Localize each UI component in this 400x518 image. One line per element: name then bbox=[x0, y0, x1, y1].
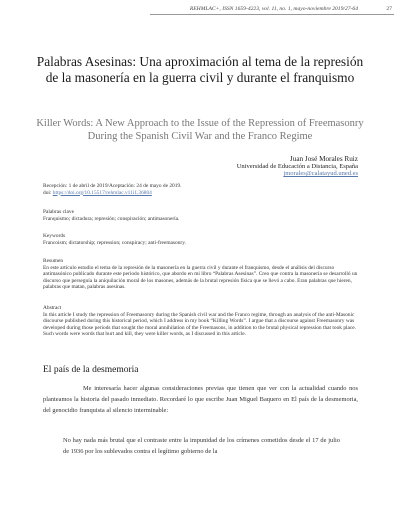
article-dates-block bbox=[43, 183, 358, 196]
section-paragraph: Me interesaría hacer algunas consideraciones previas que tienen que ver con la actualidad cuando nos planteamos la historia del pasado inmediato. Recordaré lo que escribe Juan Miguel Baquero en El país de la desmemoria, del genocidio franquista al silencio interminable: bbox=[43, 385, 358, 414]
author-email-link[interactable]: jmorales@calatayud.uned.es bbox=[283, 170, 358, 178]
keywords-en-block bbox=[43, 233, 358, 246]
author-affiliation: Universidad de Educación a Distancia, España bbox=[236, 163, 358, 171]
article-subtitle: Killer Words: A New Approach to the Issue of the Repression of Freemasonry During the Spanish Civil War and the Franco Regime bbox=[36, 118, 364, 142]
author-block bbox=[237, 156, 358, 178]
keywords-es-block bbox=[43, 209, 358, 222]
page-number: 27 bbox=[386, 6, 392, 12]
abstract-text: In this article I study the repression of Freemasonry during the Spanish civil war and the Franco regime, through an analysis of the anti-Masonic discourse published during this historical period, which I address in my book “Killing Words”. I argue that a discourse against Freemasonry was developed during those periods that sought the moral annihilation of the Freemasons, in addition to the brutal physical repression that took place. Such words were words that hurt and kill, they were killer words, as I discussed in this article. bbox=[43, 311, 357, 338]
resumen-block bbox=[43, 258, 358, 291]
section-heading: El país de la desmemoria bbox=[43, 365, 139, 375]
article-dates: Recepción: 1 de abril de 2019/Aceptación: 24 de mayo de 2019. bbox=[43, 183, 182, 189]
doi-link[interactable]: https://doi.org/10.15517/rehmlac.v11i1.36804 bbox=[52, 189, 152, 196]
running-header bbox=[150, 6, 392, 12]
resumen-label: Resumen bbox=[43, 258, 64, 264]
resumen-text: En este artículo estudio el tema de la represión de la masonería en la guerra civil y durante el franquismo, desde el análisis del discurso antimasónico publicado durante este periodo histórico, que abordo en mi libro “Palabras Asesinas”. Creo que contra la masonería se desarrolló un discurso que perseguía la aniquilación moral de los masones, además de la brutal represión física que se llevó a cabo. Eran palabras que hieren, palabras que matan, palabras asesinas. bbox=[43, 264, 358, 291]
block-quote: No hay nada más brutal que el contraste entre la impunidad de los crímenes cometidos desde el 17 de julio de 1936 por los sublevados contra el legítimo gobierno de la bbox=[63, 437, 340, 455]
keywords-en-label: Keywords bbox=[43, 233, 66, 239]
doi-label: doi: bbox=[43, 189, 52, 196]
author-name: Juan José Morales Ruiz bbox=[289, 155, 358, 163]
running-head-text: REHMLAC+, ISSN 1659-4223, vol. 11, no. 1, mayo-noviembre 2019/27-64 bbox=[189, 6, 358, 12]
article-title: Palabras Asesinas: Una aproximación al tema de la represión de la masonería en la guerra civil y durante el franquismo bbox=[36, 54, 364, 85]
keywords-es-label: Palabras clave bbox=[43, 209, 74, 215]
keywords-en-text: Francoism; dictatorship; repression; conspiracy; anti-freemasonry. bbox=[43, 239, 186, 246]
abstract-block bbox=[43, 305, 358, 338]
header-rule bbox=[150, 14, 394, 15]
abstract-label: Abstract bbox=[43, 305, 62, 311]
doi-line bbox=[43, 190, 358, 197]
keywords-es-text: Franquismo; dictadura; represión; conspiración; antimasonería. bbox=[43, 215, 180, 222]
